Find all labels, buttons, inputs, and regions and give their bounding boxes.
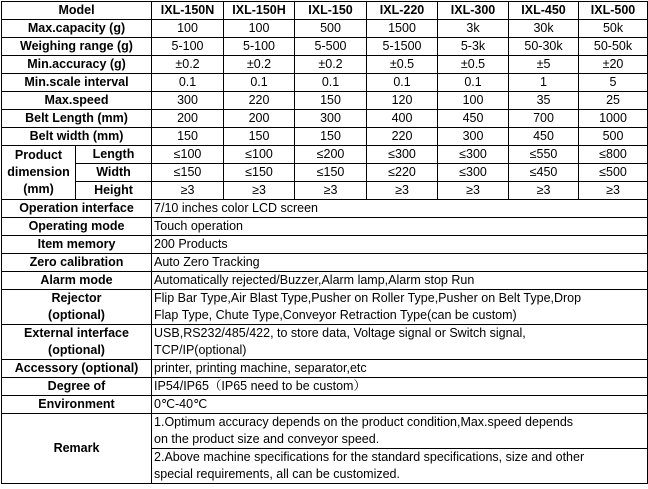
- row-dimension-length: [2, 146, 648, 164]
- label-line: dimension: [7, 165, 70, 179]
- row-label: [2, 325, 152, 360]
- header-model: Model: [2, 2, 152, 20]
- cell: 150: [224, 128, 295, 146]
- value-line: TCP/IP(optional): [154, 343, 247, 357]
- row-sublabel: Height: [76, 182, 152, 200]
- row-label: Max.speed: [2, 92, 152, 110]
- cell: ≤150: [295, 164, 367, 182]
- cell: 0.1: [295, 74, 367, 92]
- spec-value: Automatically rejected/Buzzer,Alarm lamp,Alarm stop Run: [152, 272, 648, 290]
- cell: ≤800: [579, 146, 648, 164]
- cell: 450: [509, 128, 579, 146]
- row-item-memory: [2, 236, 648, 254]
- row-dimension-width: [2, 164, 648, 182]
- row-min-accuracy: [2, 56, 648, 74]
- cell: ≤550: [509, 146, 579, 164]
- row-label: Belt width (mm): [2, 128, 152, 146]
- cell: ≥3: [438, 182, 509, 200]
- cell: 50-30k: [509, 38, 579, 56]
- cell: 25: [579, 92, 648, 110]
- value-line: Flip Bar Type,Air Blast Type,Pusher on Roller Type,Pusher on Belt Type,Drop: [154, 291, 582, 305]
- cell: 1: [509, 74, 579, 92]
- spec-value: 7/10 inches color LCD screen: [152, 200, 648, 218]
- label-line: External interface: [24, 326, 129, 340]
- cell: ±5: [509, 56, 579, 74]
- cell: 50k: [579, 20, 648, 38]
- cell: 100: [152, 20, 224, 38]
- row-belt-width: [2, 128, 648, 146]
- row-label: Max.capacity (g): [2, 20, 152, 38]
- cell: ≤100: [152, 146, 224, 164]
- header-model-name: IXL-150N: [152, 2, 224, 20]
- remark-note: [152, 449, 648, 484]
- row-label: Min.accuracy (g): [2, 56, 152, 74]
- cell: ≤300: [438, 146, 509, 164]
- row-sublabel: Length: [76, 146, 152, 164]
- row-label: Environment: [2, 396, 152, 414]
- spec-value: 200 Products: [152, 236, 648, 254]
- row-external-interface: [2, 325, 648, 360]
- cell: 150: [152, 128, 224, 146]
- cell: 50-50k: [579, 38, 648, 56]
- header-model-name: IXL-150H: [224, 2, 295, 20]
- cell: 220: [367, 128, 438, 146]
- cell: ±0.2: [295, 56, 367, 74]
- cell: 5-100: [152, 38, 224, 56]
- cell: 100: [224, 20, 295, 38]
- cell: 450: [438, 110, 509, 128]
- header-model-name: IXL-500: [579, 2, 648, 20]
- label-line: (optional): [48, 308, 105, 322]
- cell: 200: [224, 110, 295, 128]
- row-label: Zero calibration: [2, 254, 152, 272]
- cell: ±0.2: [224, 56, 295, 74]
- cell: 5-3k: [438, 38, 509, 56]
- spec-value: [152, 290, 648, 325]
- row-label: Operation interface: [2, 200, 152, 218]
- cell: 5-100: [224, 38, 295, 56]
- cell: 5: [579, 74, 648, 92]
- row-label: [2, 290, 152, 325]
- label-line: Rejector: [51, 291, 102, 305]
- cell: ≥3: [295, 182, 367, 200]
- spec-value: printer, printing machine, separator,etc: [152, 360, 648, 378]
- cell: 300: [295, 110, 367, 128]
- spec-value: Auto Zero Tracking: [152, 254, 648, 272]
- spec-value: Touch operation: [152, 218, 648, 236]
- note-line: special requirements, all can be customized.: [154, 467, 400, 481]
- header-row: [2, 2, 648, 20]
- row-operation-interface: [2, 200, 648, 218]
- header-model-name: IXL-300: [438, 2, 509, 20]
- spec-value: 0℃-40℃: [152, 396, 648, 414]
- row-min-scale-interval: [2, 74, 648, 92]
- cell: ≤450: [509, 164, 579, 182]
- header-model-name: IXL-150: [295, 2, 367, 20]
- row-max-capacity: [2, 20, 648, 38]
- cell: 300: [152, 92, 224, 110]
- cell: ≥3: [509, 182, 579, 200]
- cell: ≤150: [224, 164, 295, 182]
- cell: ±0.5: [367, 56, 438, 74]
- cell: 0.1: [367, 74, 438, 92]
- row-label: Operating mode: [2, 218, 152, 236]
- cell: 200: [152, 110, 224, 128]
- row-remark-1: [2, 414, 648, 449]
- cell: ±20: [579, 56, 648, 74]
- cell: 1500: [367, 20, 438, 38]
- cell: ≤200: [295, 146, 367, 164]
- cell: ≤220: [367, 164, 438, 182]
- cell: 120: [367, 92, 438, 110]
- cell: 3k: [438, 20, 509, 38]
- specification-table: [1, 1, 648, 484]
- cell: 5-1500: [367, 38, 438, 56]
- cell: 1000: [579, 110, 648, 128]
- row-label: Weighing range (g): [2, 38, 152, 56]
- header-model-name: IXL-220: [367, 2, 438, 20]
- cell: 400: [367, 110, 438, 128]
- cell: ≤300: [438, 164, 509, 182]
- cell: 0.1: [438, 74, 509, 92]
- row-alarm-mode: [2, 272, 648, 290]
- cell: ≥3: [152, 182, 224, 200]
- row-environment: [2, 396, 648, 414]
- label-line: (optional): [48, 343, 105, 357]
- label-line: (mm): [23, 182, 54, 196]
- cell: 700: [509, 110, 579, 128]
- cell: 300: [438, 128, 509, 146]
- cell: 500: [295, 20, 367, 38]
- cell: ≥3: [224, 182, 295, 200]
- row-label: Degree of: [2, 378, 152, 396]
- cell: 5-500: [295, 38, 367, 56]
- cell: ≤500: [579, 164, 648, 182]
- spec-value: IP54/IP65（IP65 need to be custom）: [152, 378, 648, 396]
- cell: 220: [224, 92, 295, 110]
- cell: 35: [509, 92, 579, 110]
- cell: ≥3: [367, 182, 438, 200]
- row-label: Belt Length (mm): [2, 110, 152, 128]
- value-line: Flap Type, Chute Type,Conveyor Retraction Type(can be custom): [154, 308, 517, 322]
- note-line: 2.Above machine specifications for the standard specifications, size and other: [154, 450, 585, 464]
- note-line: 1.Optimum accuracy depends on the product condition,Max.speed depends: [154, 415, 574, 429]
- row-max-speed: [2, 92, 648, 110]
- value-line: USB,RS232/485/422, to store data, Voltage signal or Switch signal,: [154, 326, 526, 340]
- row-label: Min.scale interval: [2, 74, 152, 92]
- cell: ≤150: [152, 164, 224, 182]
- product-dimension-label: [2, 146, 76, 200]
- cell: ≥3: [579, 182, 648, 200]
- cell: 30k: [509, 20, 579, 38]
- row-rejector: [2, 290, 648, 325]
- spec-value: [152, 325, 648, 360]
- remark-label: Remark: [2, 414, 152, 484]
- row-accessory: [2, 360, 648, 378]
- row-zero-calibration: [2, 254, 648, 272]
- row-belt-length: [2, 110, 648, 128]
- row-operating-mode: [2, 218, 648, 236]
- row-dimension-height: [2, 182, 648, 200]
- cell: 150: [295, 128, 367, 146]
- header-model-name: IXL-450: [509, 2, 579, 20]
- cell: ±0.5: [438, 56, 509, 74]
- row-label: Item memory: [2, 236, 152, 254]
- row-label: Alarm mode: [2, 272, 152, 290]
- cell: ±0.2: [152, 56, 224, 74]
- row-degree-of: [2, 378, 648, 396]
- row-sublabel: Width: [76, 164, 152, 182]
- note-line: on the product size and conveyor speed.: [154, 432, 380, 446]
- cell: 0.1: [224, 74, 295, 92]
- cell: 100: [438, 92, 509, 110]
- label-line: Product: [14, 148, 63, 162]
- cell: ≤300: [367, 146, 438, 164]
- row-label: Accessory (optional): [2, 360, 152, 378]
- remark-note: [152, 414, 648, 449]
- cell: 150: [295, 92, 367, 110]
- cell: ≤100: [224, 146, 295, 164]
- cell: 0.1: [152, 74, 224, 92]
- cell: 500: [579, 128, 648, 146]
- row-weighing-range: [2, 38, 648, 56]
